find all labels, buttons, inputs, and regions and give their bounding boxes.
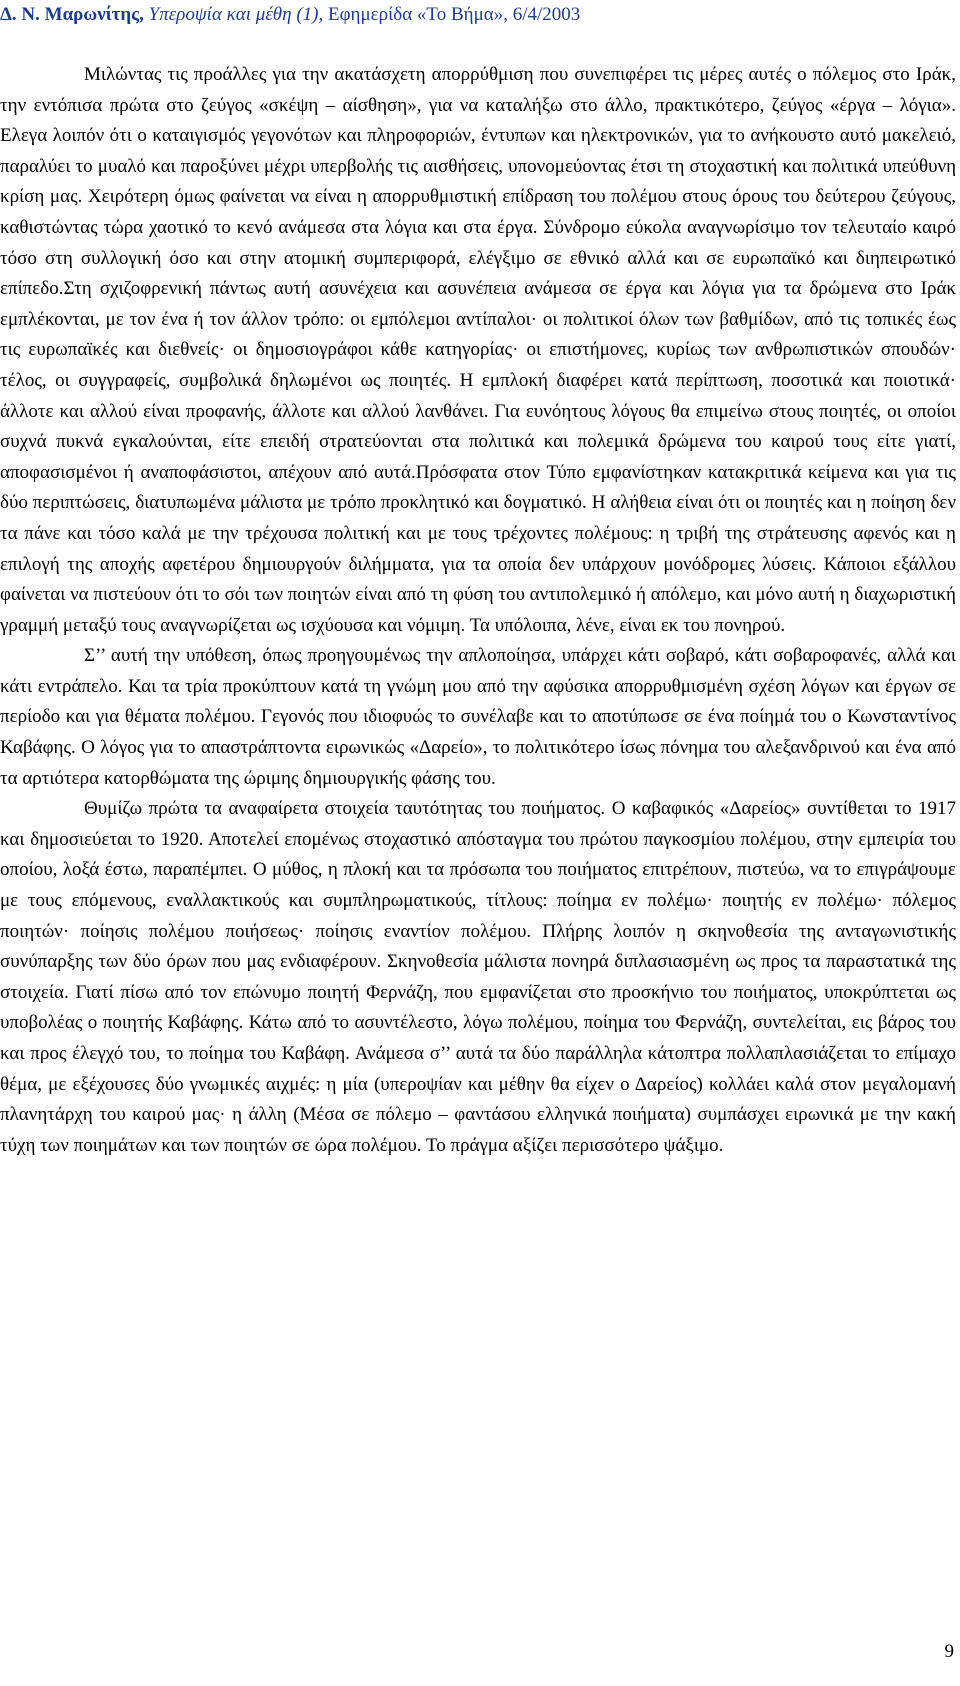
- article-source: Εφημερίδα «Το Βήμα», 6/4/2003: [327, 4, 581, 25]
- article-body: [0, 60, 956, 1161]
- page-number: 9: [944, 1641, 954, 1662]
- author-name: Δ. Ν. Μαρωνίτης,: [0, 4, 144, 25]
- article-heading: [0, 2, 960, 28]
- paragraph: Σ’’ αυτή την υπόθεση, όπως προηγουμένως την απλοποίησα, υπάρχει κάτι σοβαρό, κάτι σοβαροφανές, αλλά και κάτι εντράπελο. Και τα τρία προκύπτουν κατά τη γνώμη μου από την αφύσικα απορρυθμισμένη σχέση λόγων και έργων σε περίοδο και για θέματα πολέμου. Γεγονός που ιδιοφυώς το συνέλαβε και το αποτύπωσε σε ένα ποίημά του ο Κωνσταντίνος Καβάφης. Ο λόγος για το απαστράπτοντα ειρωνικώς «Δαρείο», το πολιτικότερο ίσως πόνημα του αλεξανδρινού και ένα από τα αρτιότερα κατορθώματα της ώριμης δημιουργικής φάσης του.: [0, 645, 956, 789]
- article-title: Υπεροψία και μέθη (1),: [148, 4, 324, 25]
- paragraph: Μιλώντας τις προάλλες για την ακατάσχετη απορρύθμιση που συνεπιφέρει τις μέρες αυτές ο πόλεμος στο Ιράκ, την εντόπισα πρώτα στο ζεύγος «σκέψη – αίσθηση», για να καταλήξω στο άλλο, πρακτικότερο, ζεύγος «έργα – λόγια». Ελεγα λοιπόν ότι ο καταιγισμός γεγονότων και πληροφοριών, έντυπων και ηλεκτρονικών, για το ανήκουστο αυτό μακελειό, παραλύει το μυαλό και παροξύνει μέχρι υπερβολής τις αισθήσεις, υπονομεύοντας έτσι τη στοχαστική και πολιτικά υπεύθυνη κρίση μας. Χειρότερη όμως φαίνεται να είναι η απορρυθμιστική επίδραση του πολέμου στους όρους του δεύτερου ζεύγους, καθιστώντας τώρα χαοτικό το κενό ανάμεσα στα λόγια και στα έργα. Σύνδρομο εύκολα αναγνωρίσιμο τον τελευταίο καιρό τόσο στη συλλογική όσο και στην ατομική συμπεριφορά, ελέγξιμο σε εθνικό αλλά και σε ευρωπαϊκό και διηπειρωτικό επίπεδο.Στη σχιζοφρενική πάντως αυτή ασυνέχεια και ασυνέπεια ανάμεσα σε έργα και λόγια για τα δρώμενα στο Ιράκ εμπλέκονται, με τον ένα ή τον άλλον τρόπο: οι εμπόλεμοι αντίπαλοι· οι πολιτικοί όλων των βαθμίδων, από τις τοπικές έως τις ευρωπαϊκές και διεθνείς· οι δημοσιογράφοι κάθε κατηγορίας· οι επιστήμονες, κυρίως των ανθρωπιστικών σπουδών· τέλος, οι συγγραφείς, συμβολικά δηλωμένοι ως ποιητές. Η εμπλοκή διαφέρει κατά περίπτωση, ποσοτικά και ποιοτικά· άλλοτε και αλλού είναι προφανής, άλλοτε και αλλού λανθάνει. Για ευνόητους λόγους θα επιμείνω στους ποιητές, οι οποίοι συχνά πυκνά εγκαλούνται, είτε επειδή στρατεύονται στα πολιτικά και πολεμικά δρώμενα του καιρού τους είτε γιατί, αποφασισμένοι ή αναποφάσιστοι, απέχουν από αυτά.Πρόσφατα στον Τύπο εμφανίστηκαν κατακριτικά κείμενα και για τις δύο περιπτώσεις, διατυπωμένα μάλιστα με τρόπο προκλητικό και δογματικό. Η αλήθεια είναι ότι οι ποιητές και η ποίηση δεν τα πάνε και τόσο καλά με την τρέχουσα πολιτική και με τους τρέχοντες πολέμους: η τριβή της στράτευσης αφενός και η επιλογή της αποχής αφετέρου δημιουργούν διλήμματα, για τα οποία δεν υπάρχουν μονόδρομες λύσεις. Κάποιοι εξάλλου φαίνεται να πιστεύουν ότι το σόι των ποιητών είναι από τη φύση του αντιπολεμικό ή απόλεμο, και μόνο αυτή η διαχωριστική γραμμή μεταξύ τους αναγνωρίζεται ως ισχύουσα και νόμιμη. Τα υπόλοιπα, λένε, είναι εκ του πονηρού.: [0, 64, 956, 636]
- paragraph: Θυμίζω πρώτα τα αναφαίρετα στοιχεία ταυτότητας του ποιήματος. Ο καβαφικός «Δαρείος» συντίθεται το 1917 και δημοσιεύεται το 1920. Αποτελεί επομένως στοχαστικό απόσταγμα του πρώτου παγκοσμίου πολέμου, στην εμπειρία του οποίου, λοξά έστω, παραπέμπει. Ο μύθος, η πλοκή και τα πρόσωπα του ποιήματος επιτρέπουν, πιστεύω, να το επιγράψουμε με τους επόμενους, εναλλακτικούς και συμπληρωματικούς, τίτλους: ποίημα εν πολέμω· ποιητής εν πολέμω· πόλεμος ποιητών· ποίησις πολέμου ποιήσεως· ποίησις εναντίον πολέμου. Πλήρης λοιπόν η σκηνοθεσία της ανταγωνιστικής συνύπαρξης των δύο όρων που μας ενδιαφέρουν. Σκηνοθεσία μάλιστα πονηρά διπλασιασμένη ως προς τα παραστατικά της στοιχεία. Γιατί πίσω από τον επώνυμο ποιητή Φερνάζη, που εμφανίζεται στο προσκήνιο του ποιήματος, υποκρύπτεται ως υποβολέας ο ποιητής Καβάφης. Κάτω από το ασυντέλεστο, λόγω πολέμου, ποίημα του Φερνάζη, συντελείται, εις βάρος του και προς έλεγχό του, το ποίημα του Καβάφη. Ανάμεσα σ’’ αυτά τα δύο παράλληλα κάτοπτρα πολλαπλασιάζεται το επίμαχο θέμα, με εξέχουσες δύο γνωμικές αιχμές: η μία (υπεροψίαν και μέθην θα είχεν ο Δαρείος) κολλάει καλά στον μεγαλομανή πλανητάρχη του καιρού μας· η άλλη (Μέσα σε πόλεμο – φαντάσου ελληνικά ποιήματα) συμπάσχει ειρωνικά με την κακή τύχη των ποιημάτων και των ποιητών σε ώρα πολέμου. Το πράγμα αξίζει περισσότερο ψάξιμο.: [0, 798, 956, 1156]
